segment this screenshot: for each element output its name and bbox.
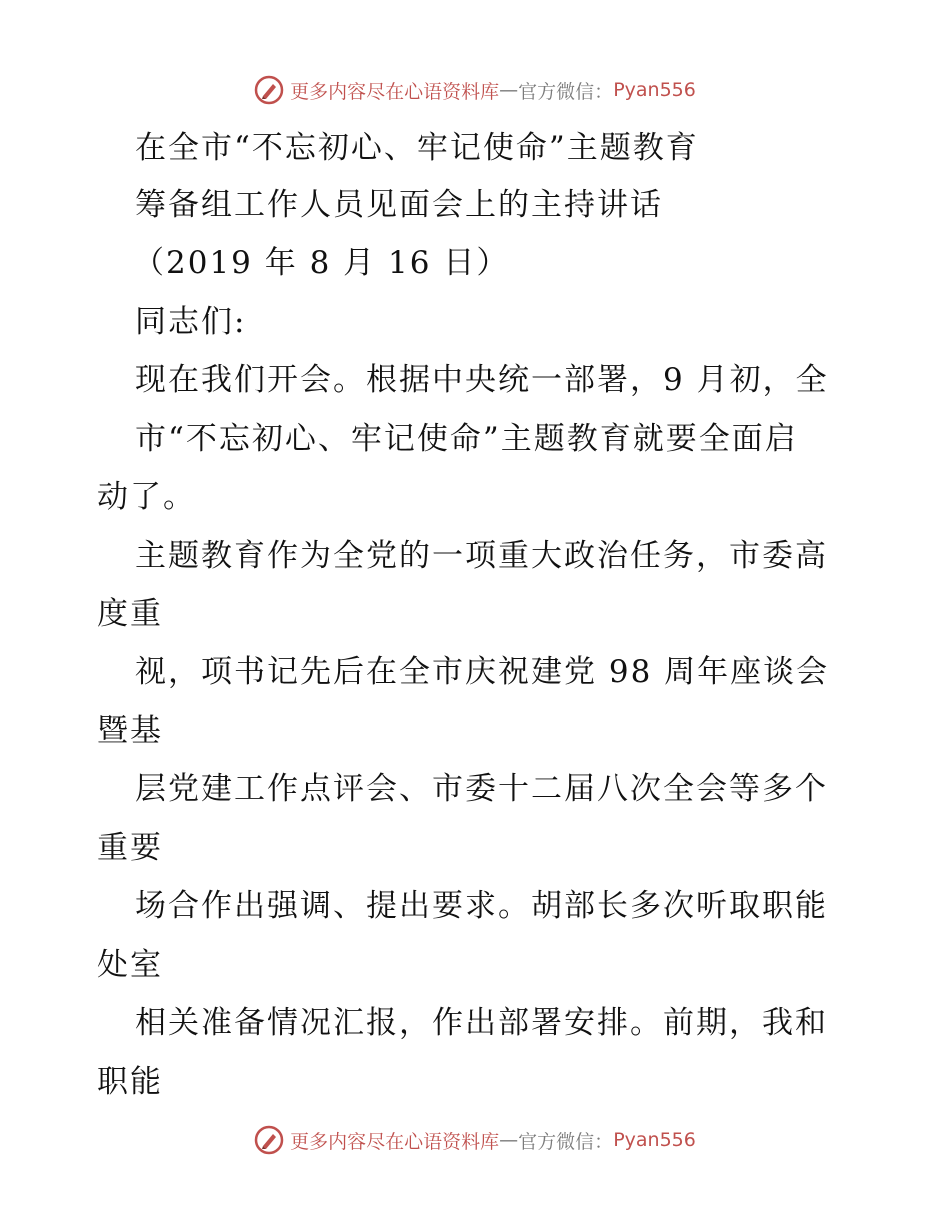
- pen-circle-logo-icon: [254, 1125, 284, 1155]
- title-line-1: 在全市“不忘初心、牢记使命”主题教育: [135, 130, 699, 166]
- watermark-main-text: 更多内容尽在心语资料库: [290, 80, 500, 103]
- body-line: 市“不忘初心、牢记使命”主题教育就要全面启: [135, 421, 798, 457]
- watermark-id-text: Pyan556: [613, 1129, 696, 1151]
- date-line: （2019 年 8 月 16 日）: [133, 245, 510, 281]
- body-line: 动了。: [97, 479, 196, 515]
- body-line: 处室: [97, 947, 163, 983]
- body-line: 职能: [97, 1064, 163, 1100]
- body-line: 场合作出强调、提出要求。胡部长多次听取职能: [135, 888, 828, 924]
- watermark-dash: —: [499, 79, 519, 101]
- body-line: 主题教育作为全党的一项重大政治任务，市委高: [135, 538, 828, 574]
- footer-watermark: [0, 1120, 950, 1160]
- watermark-sub-text: 官方微信：: [518, 80, 614, 103]
- salutation: 同志们:: [135, 304, 247, 340]
- body-line: 度重: [97, 596, 163, 632]
- pen-circle-logo-icon: [254, 75, 284, 105]
- body-line: 视，项书记先后在全市庆祝建党 98 周年座谈会: [135, 654, 830, 690]
- watermark-sub-text: 官方微信：: [518, 1130, 614, 1153]
- header-watermark: [0, 70, 950, 110]
- body-line: 现在我们开会。根据中央统一部署，9 月初，全: [135, 362, 829, 398]
- body-line: 相关准备情况汇报，作出部署安排。前期，我和: [135, 1005, 828, 1041]
- title-line-2: 筹备组工作人员见面会上的主持讲话: [135, 187, 663, 223]
- watermark-main-text: 更多内容尽在心语资料库: [290, 1130, 500, 1153]
- body-line: 层党建工作点评会、市委十二届八次全会等多个: [135, 771, 828, 807]
- body-line: 重要: [97, 830, 163, 866]
- watermark-id-text: Pyan556: [613, 79, 696, 101]
- body-line: 暨基: [97, 713, 163, 749]
- watermark-dash: —: [499, 1129, 519, 1151]
